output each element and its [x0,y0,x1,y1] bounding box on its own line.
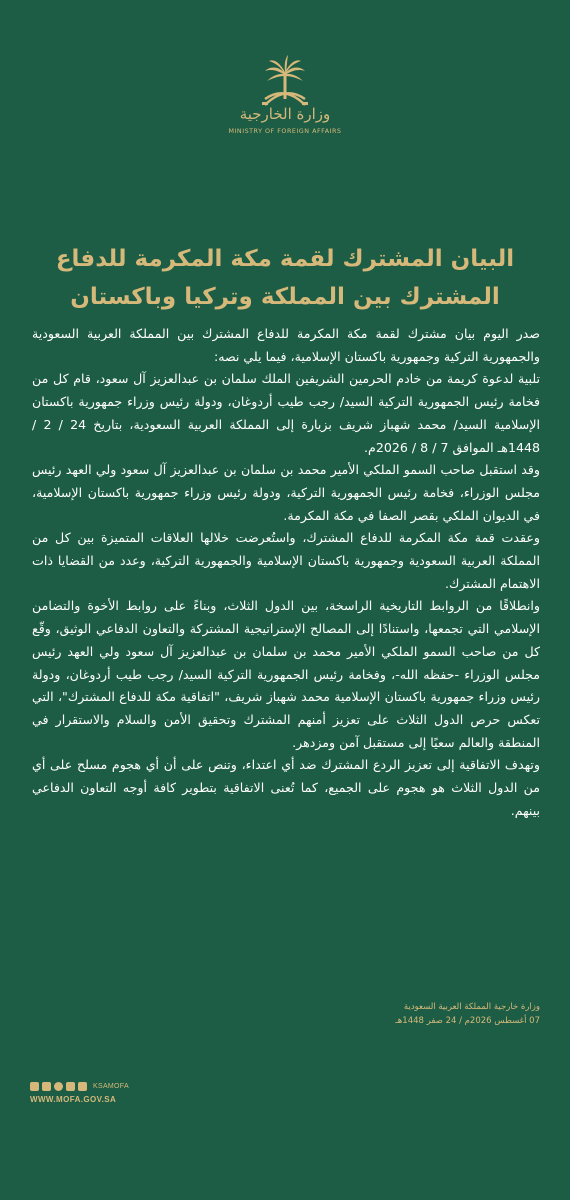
palm-and-swords-emblem-icon [257,55,313,111]
facebook-icon[interactable] [54,1082,63,1091]
body-paragraph: صدر اليوم بيان مشترك لقمة مكة المكرمة للدفاع المشترك بين المملكة العربية السعودية والجمهورية التركية وجمهورية باكستان الإسلامية، فيما يلي نصه: [32,326,540,364]
website-link[interactable]: WWW.MOFA.GOV.SA [30,1095,117,1104]
body-paragraph: وانطلاقًا من الروابط التاريخية الراسخة، بين الدول الثلاث، وبناءً على روابط الأخوة والتضامن الإسلامي التي تجمعها، واستنادًا إلى المصالح الإستراتيجية المشتركة والتعاون الدفاعي الوثيق، وقّع كل من صاحب السمو الملكي الأمير محمد بن سلمان بن عبدالعزيز آل سعود ولي العهد رئيس مجلس الوزراء -حفظه الله-، وفخامة رئيس الجمهورية التركية السيد/ رجب طيب أردوغان، ودولة رئيس وزراء جمهورية باكستان الإسلامية محمد شهباز شريف، "اتفاقية مكة للدفاع المشترك"، التي تعكس حرص الدول الثلاث على تعزيز أمنهم المشترك وتحقيق الأمن والسلام والاستقرار في المنطقة والعالم سعيًا إلى مستقبل آمن ومزدهر. [32,598,540,750]
body-paragraph: تلبية لدعوة كريمة من خادم الحرمين الشريفين الملك سلمان بن عبدالعزيز آل سعود، قام كل من فخامة رئيس الجمهورية التركية السيد/ رجب طيب أردوغان، ودولة رئيس وزراء جمهورية باكستان الإسلامية السيد/ محمد شهباز شريف بزيارة إلى المملكة العربية السعودية، بتاريخ 24 / 2 / 1448هـ الموافق 7 / 8 / 2026م. [32,371,540,455]
statement-body [32,323,540,822]
signature-date: 07 أغسطس 2026م / 24 صفر 1448هـ [395,1016,540,1026]
body-paragraph: وقد استقبل صاحب السمو الملكي الأمير محمد بن سلمان بن عبدالعزيز آل سعود ولي العهد رئيس مجلس الوزراء، فخامة رئيس الجمهورية التركية، ودولة رئيس وزراء جمهورية باكستان الإسلامية، في الديوان الملكي بقصر الصفا في مكة المكرمة. [32,462,540,523]
body-paragraph: وتهدف الاتفاقية إلى تعزيز الردع المشترك ضد أي اعتداء، وتنص على أن أي هجوم مسلح على أي من الدول الثلاث هو هجوم على الجميع، كما تُعنى الاتفاقية بتطوير كافة أوجه التعاون الدفاعي بينهم. [32,757,540,818]
social-handle[interactable]: KSAMOFA [93,1082,129,1090]
social-links [30,1080,230,1092]
signature-block [250,1000,540,1028]
instagram-icon[interactable] [66,1082,75,1091]
signature-org: وزارة خارجية المملكة العربية السعودية [403,1002,540,1012]
brand-footer [30,1080,230,1104]
statement-title: البيان المشترك لقمة مكة المكرمة للدفاع المشترك بين المملكة وتركيا وباكستان [55,246,515,310]
body-paragraph: وعقدت قمة مكة المكرمة للدفاع المشترك، واستُعرضت خلالها العلاقات المتميزة بين كل من المملكة العربية السعودية وجمهورية باكستان الإسلامية والجمهورية التركية، وعدد من القضايا ذات الاهتمام المشترك. [32,530,540,591]
ministry-name-arabic: وزارة الخارجية [239,105,331,123]
x-icon[interactable] [78,1082,87,1091]
linkedin-icon[interactable] [30,1082,39,1091]
youtube-icon[interactable] [42,1082,51,1091]
ministry-name-english: MINISTRY OF FOREIGN AFFAIRS [228,127,342,135]
